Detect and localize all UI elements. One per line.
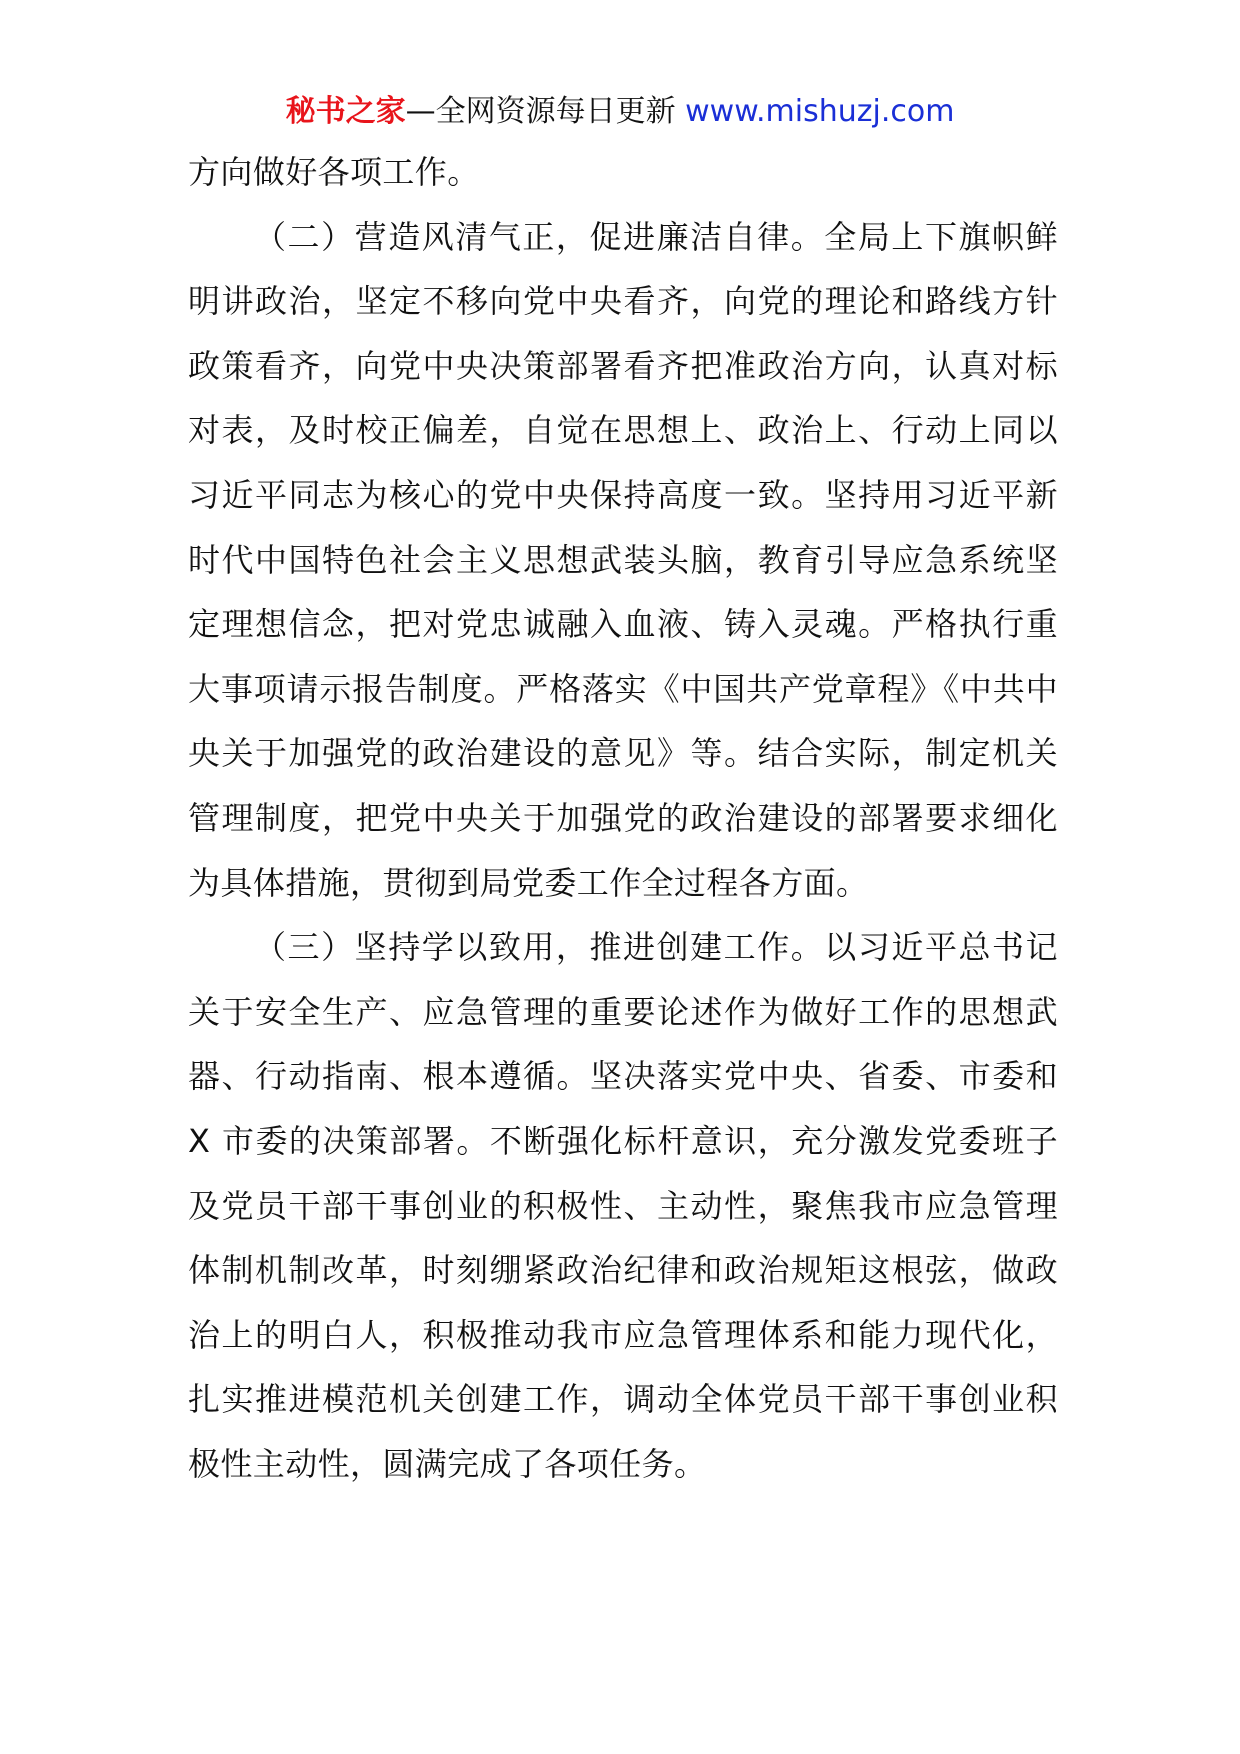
- site-tagline: —全网资源每日更新: [405, 94, 686, 129]
- paragraph-section-3: （三）坚持学以致用，推进创建工作。以习近平总书记关于安全生产、应急管理的重要论述作为做好工作的思想武器、行动指南、根本遵循。坚决落实党中央、省委、市委和 X 市委的决策部署。不断强化标杆意识，充分激发党委班子及党员干部干事创业的积极性、主动性，聚焦我市应急管理体制机制改革，时刻绷紧政治纪律和政治规矩这根弦，做政治上的明白人，积极推动我市应急管理体系和能力现代化，扎实推进模范机关创建工作，调动全体党员干部干事创业积极性主动性，圆满完成了各项任务。: [188, 928, 1058, 1483]
- site-url-link[interactable]: www.mishuzj.com: [685, 94, 955, 129]
- site-brand: 秘书之家: [285, 94, 406, 129]
- document-body: [188, 140, 1058, 1496]
- page-header: [0, 92, 1240, 132]
- paragraph-continuation: 方向做好各项工作。: [188, 153, 480, 191]
- paragraph-section-2: （二）营造风清气正，促进廉洁自律。全局上下旗帜鲜明讲政治，坚定不移向党中央看齐，向党的理论和路线方针政策看齐，向党中央决策部署看齐把准政治方向，认真对标对表，及时校正偏差，自觉在思想上、政治上、行动上同以习近平同志为核心的党中央保持高度一致。坚持用习近平新时代中国特色社会主义思想武装头脑，教育引导应急系统坚定理想信念，把对党忠诚融入血液、铸入灵魂。严格执行重大事项请示报告制度。严格落实《中国共产党章程》《中共中央关于加强党的政治建设的意见》等。结合实际，制定机关管理制度，把党中央关于加强党的政治建设的部署要求细化为具体措施，贯彻到局党委工作全过程各方面。: [188, 217, 1058, 902]
